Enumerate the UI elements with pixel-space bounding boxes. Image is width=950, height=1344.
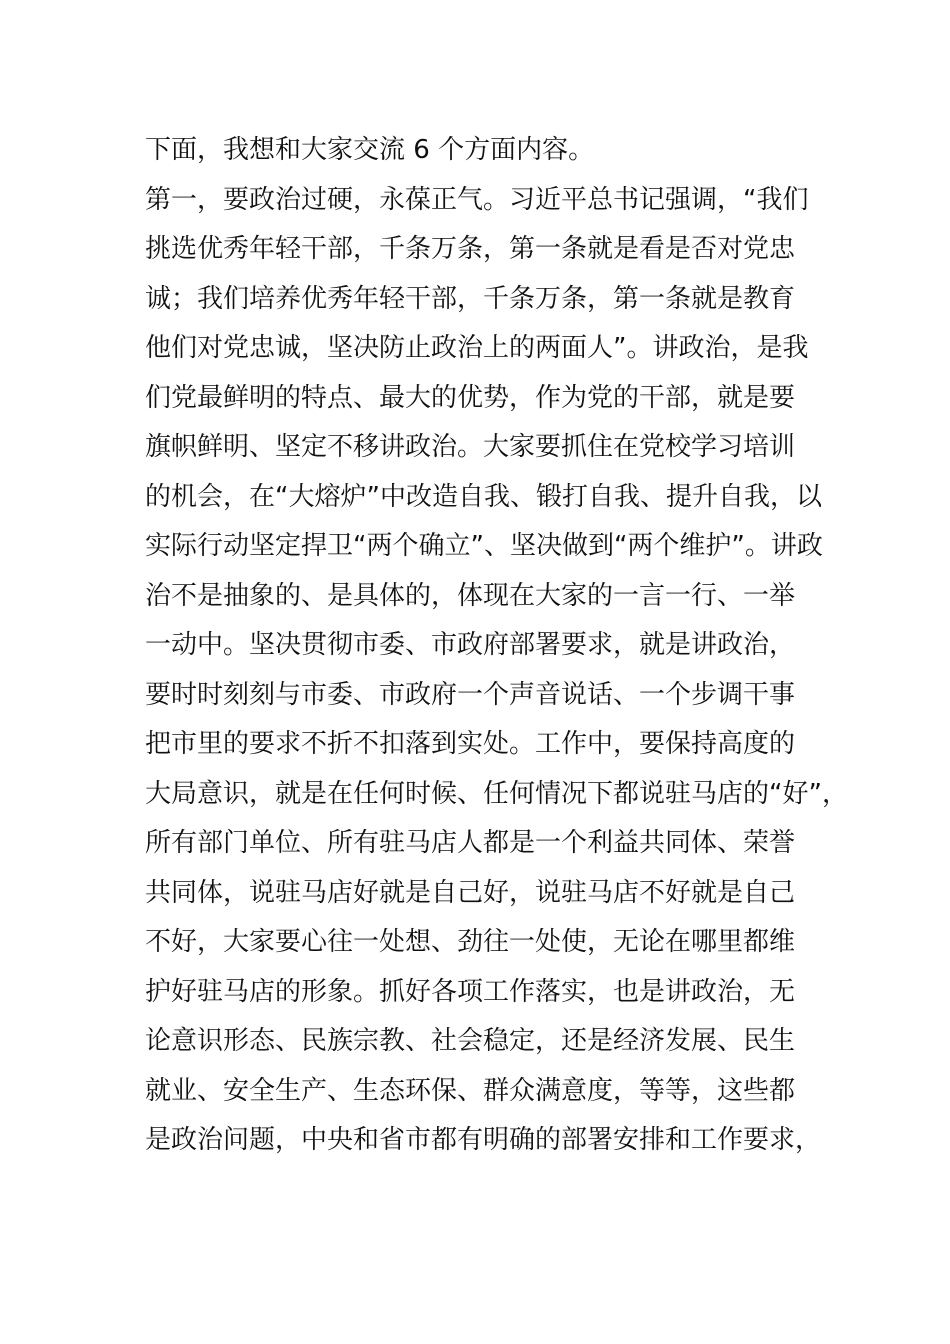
text-line: 下面，我想和大家交流 6 个方面内容。 <box>145 135 595 165</box>
text-line: 们党最鲜明的特点、最大的优势，作为党的干部，就是要 <box>145 382 796 413</box>
text-line: 不好，大家要心往一处想、劲往一处使，无论在哪里都维 <box>145 927 796 957</box>
text-line: 第一，要政治过硬，永葆正气。习近平总书记强调，“我们 <box>145 184 809 215</box>
text-line: 诚；我们培养优秀年轻干部，千条万条，第一条就是教育 <box>145 283 796 314</box>
text-line: 共同体，说驻马店好就是自己好，说驻马店不好就是自己 <box>145 877 796 908</box>
text-line: 把市里的要求不折不扣落到实处。工作中，要保持高度的 <box>145 729 796 759</box>
text-line: 大局意识，就是在任何时候、任何情况下都说驻马店的“好”， <box>145 778 848 809</box>
text-line: 的机会，在“大熔炉”中改造自我、锻打自我、提升自我，以 <box>145 481 822 512</box>
body-text <box>145 126 848 1166</box>
text-line: 旗帜鲜明、坚定不移讲政治。大家要抓住在党校学习培训 <box>145 432 796 462</box>
text-line: 是政治问题，中央和省市都有明确的部署安排和工作要求， <box>145 1125 822 1155</box>
text-line: 一动中。坚决贯彻市委、市政府部署要求，就是讲政治， <box>145 630 796 660</box>
text-line: 他们对党忠诚，坚决防止政治上的两面人”。讲政治，是我 <box>145 333 809 363</box>
text-line: 所有部门单位、所有驻马店人都是一个利益共同体、荣誉 <box>145 828 796 858</box>
text-line: 实际行动坚定捍卫“两个确立”、坚决做到“两个维护”。讲政 <box>145 531 823 561</box>
text-line: 论意识形态、民族宗教、社会稳定，还是经济发展、民生 <box>145 1026 796 1056</box>
text-line: 要时时刻刻与市委、市政府一个声音说话、一个步调干事 <box>145 679 796 710</box>
text-line: 挑选优秀年轻干部，千条万条，第一条就是看是否对党忠 <box>145 234 796 264</box>
text-line: 就业、安全生产、生态环保、群众满意度，等等，这些都 <box>145 1075 796 1106</box>
text-line: 治不是抽象的、是具体的，体现在大家的一言一行、一举 <box>145 580 796 611</box>
text-line: 护好驻马店的形象。抓好各项工作落实，也是讲政治，无 <box>145 976 796 1007</box>
